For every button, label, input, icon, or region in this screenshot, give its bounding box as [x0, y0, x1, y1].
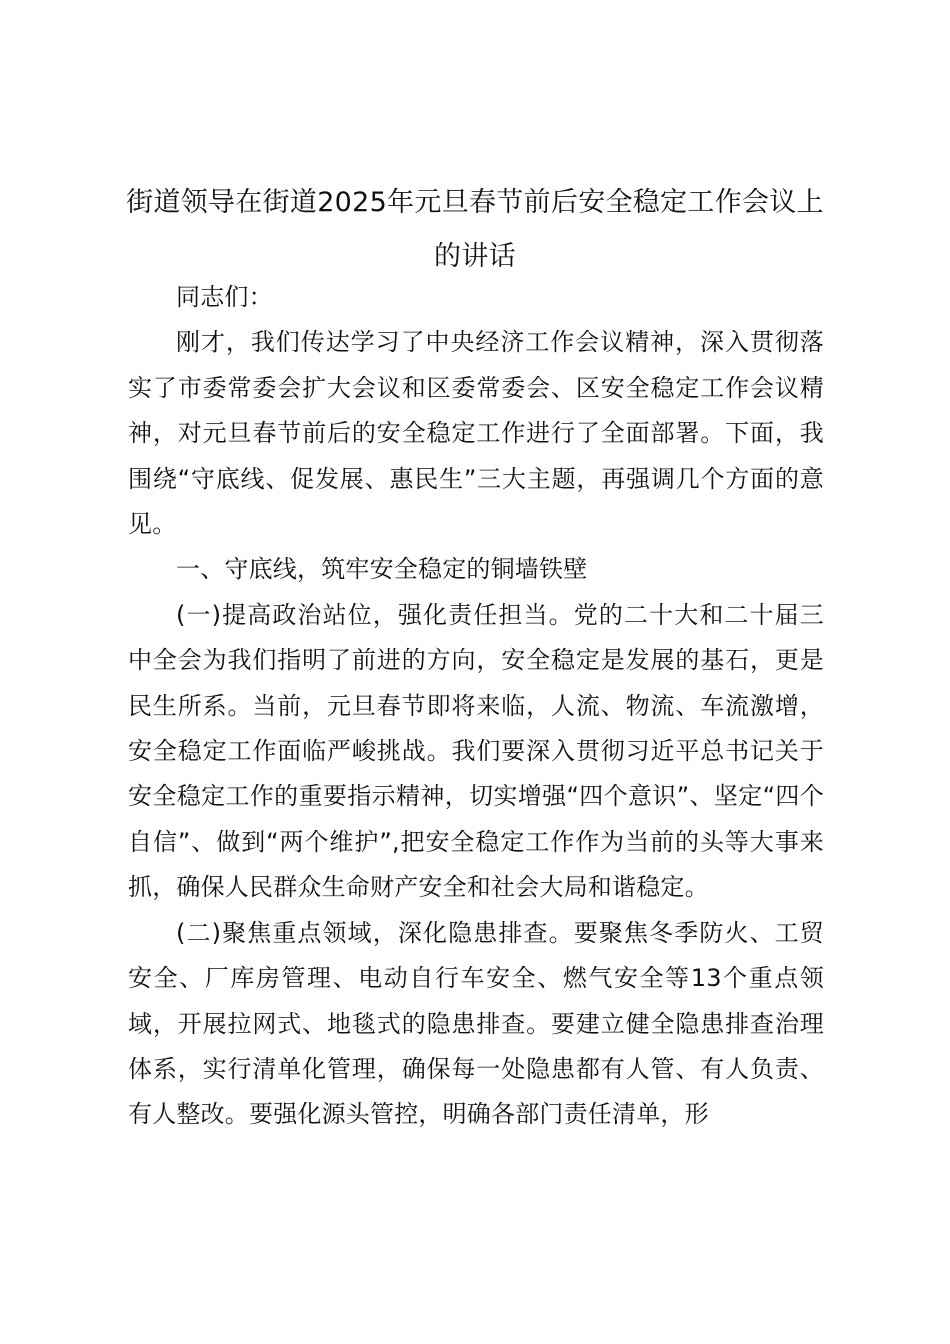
salutation: 同志们： [176, 283, 273, 311]
section-heading-1: 一、守底线，筑牢安全稳定的铜墙铁壁 [176, 555, 588, 584]
document-body [128, 275, 824, 1138]
paragraph-intro: 刚才，我们传达学习了中央经济工作会议精神，深入贯彻落实了市委常委会扩大会议和区委常委会、区安全稳定工作会议精神，对元旦春节前后的安全稳定工作进行了全面部署。下面，我围绕“守底线、促发展、惠民生”三大主题，再强调几个方面的意见。 [128, 328, 824, 539]
document-title: 街道领导在街道2025年元旦春节前后安全稳定工作会议上的讲话 [126, 187, 824, 272]
paragraph-2: (二)聚焦重点领域，深化隐患排查。要聚焦冬季防火、工贸安全、厂库房管理、电动自行车安全、燃气安全等13个重点领域，开展拉网式、地毯式的隐患排查。要建立健全隐患排查治理体系，实行清单化管理，确保每一处隐患都有人管、有人负责、有人整改。要强化源头管控，明确各部门责任清单，形 [128, 918, 824, 1129]
paragraph-1: (一)提高政治站位，强化责任担当。党的二十大和二十届三中全会为我们指明了前进的方向，安全稳定是发展的基石，更是民生所系。当前，元旦春节即将来临，人流、物流、车流激增，安全稳定工作面临严峻挑战。我们要深入贯彻习近平总书记关于安全稳定工作的重要指示精神，切实增强“四个意识”、坚定“四个自信”、做到“两个维护”,把安全稳定工作作为当前的头等大事来抓，确保人民群众生命财产安全和社会大局和谐稳定。 [128, 600, 824, 902]
